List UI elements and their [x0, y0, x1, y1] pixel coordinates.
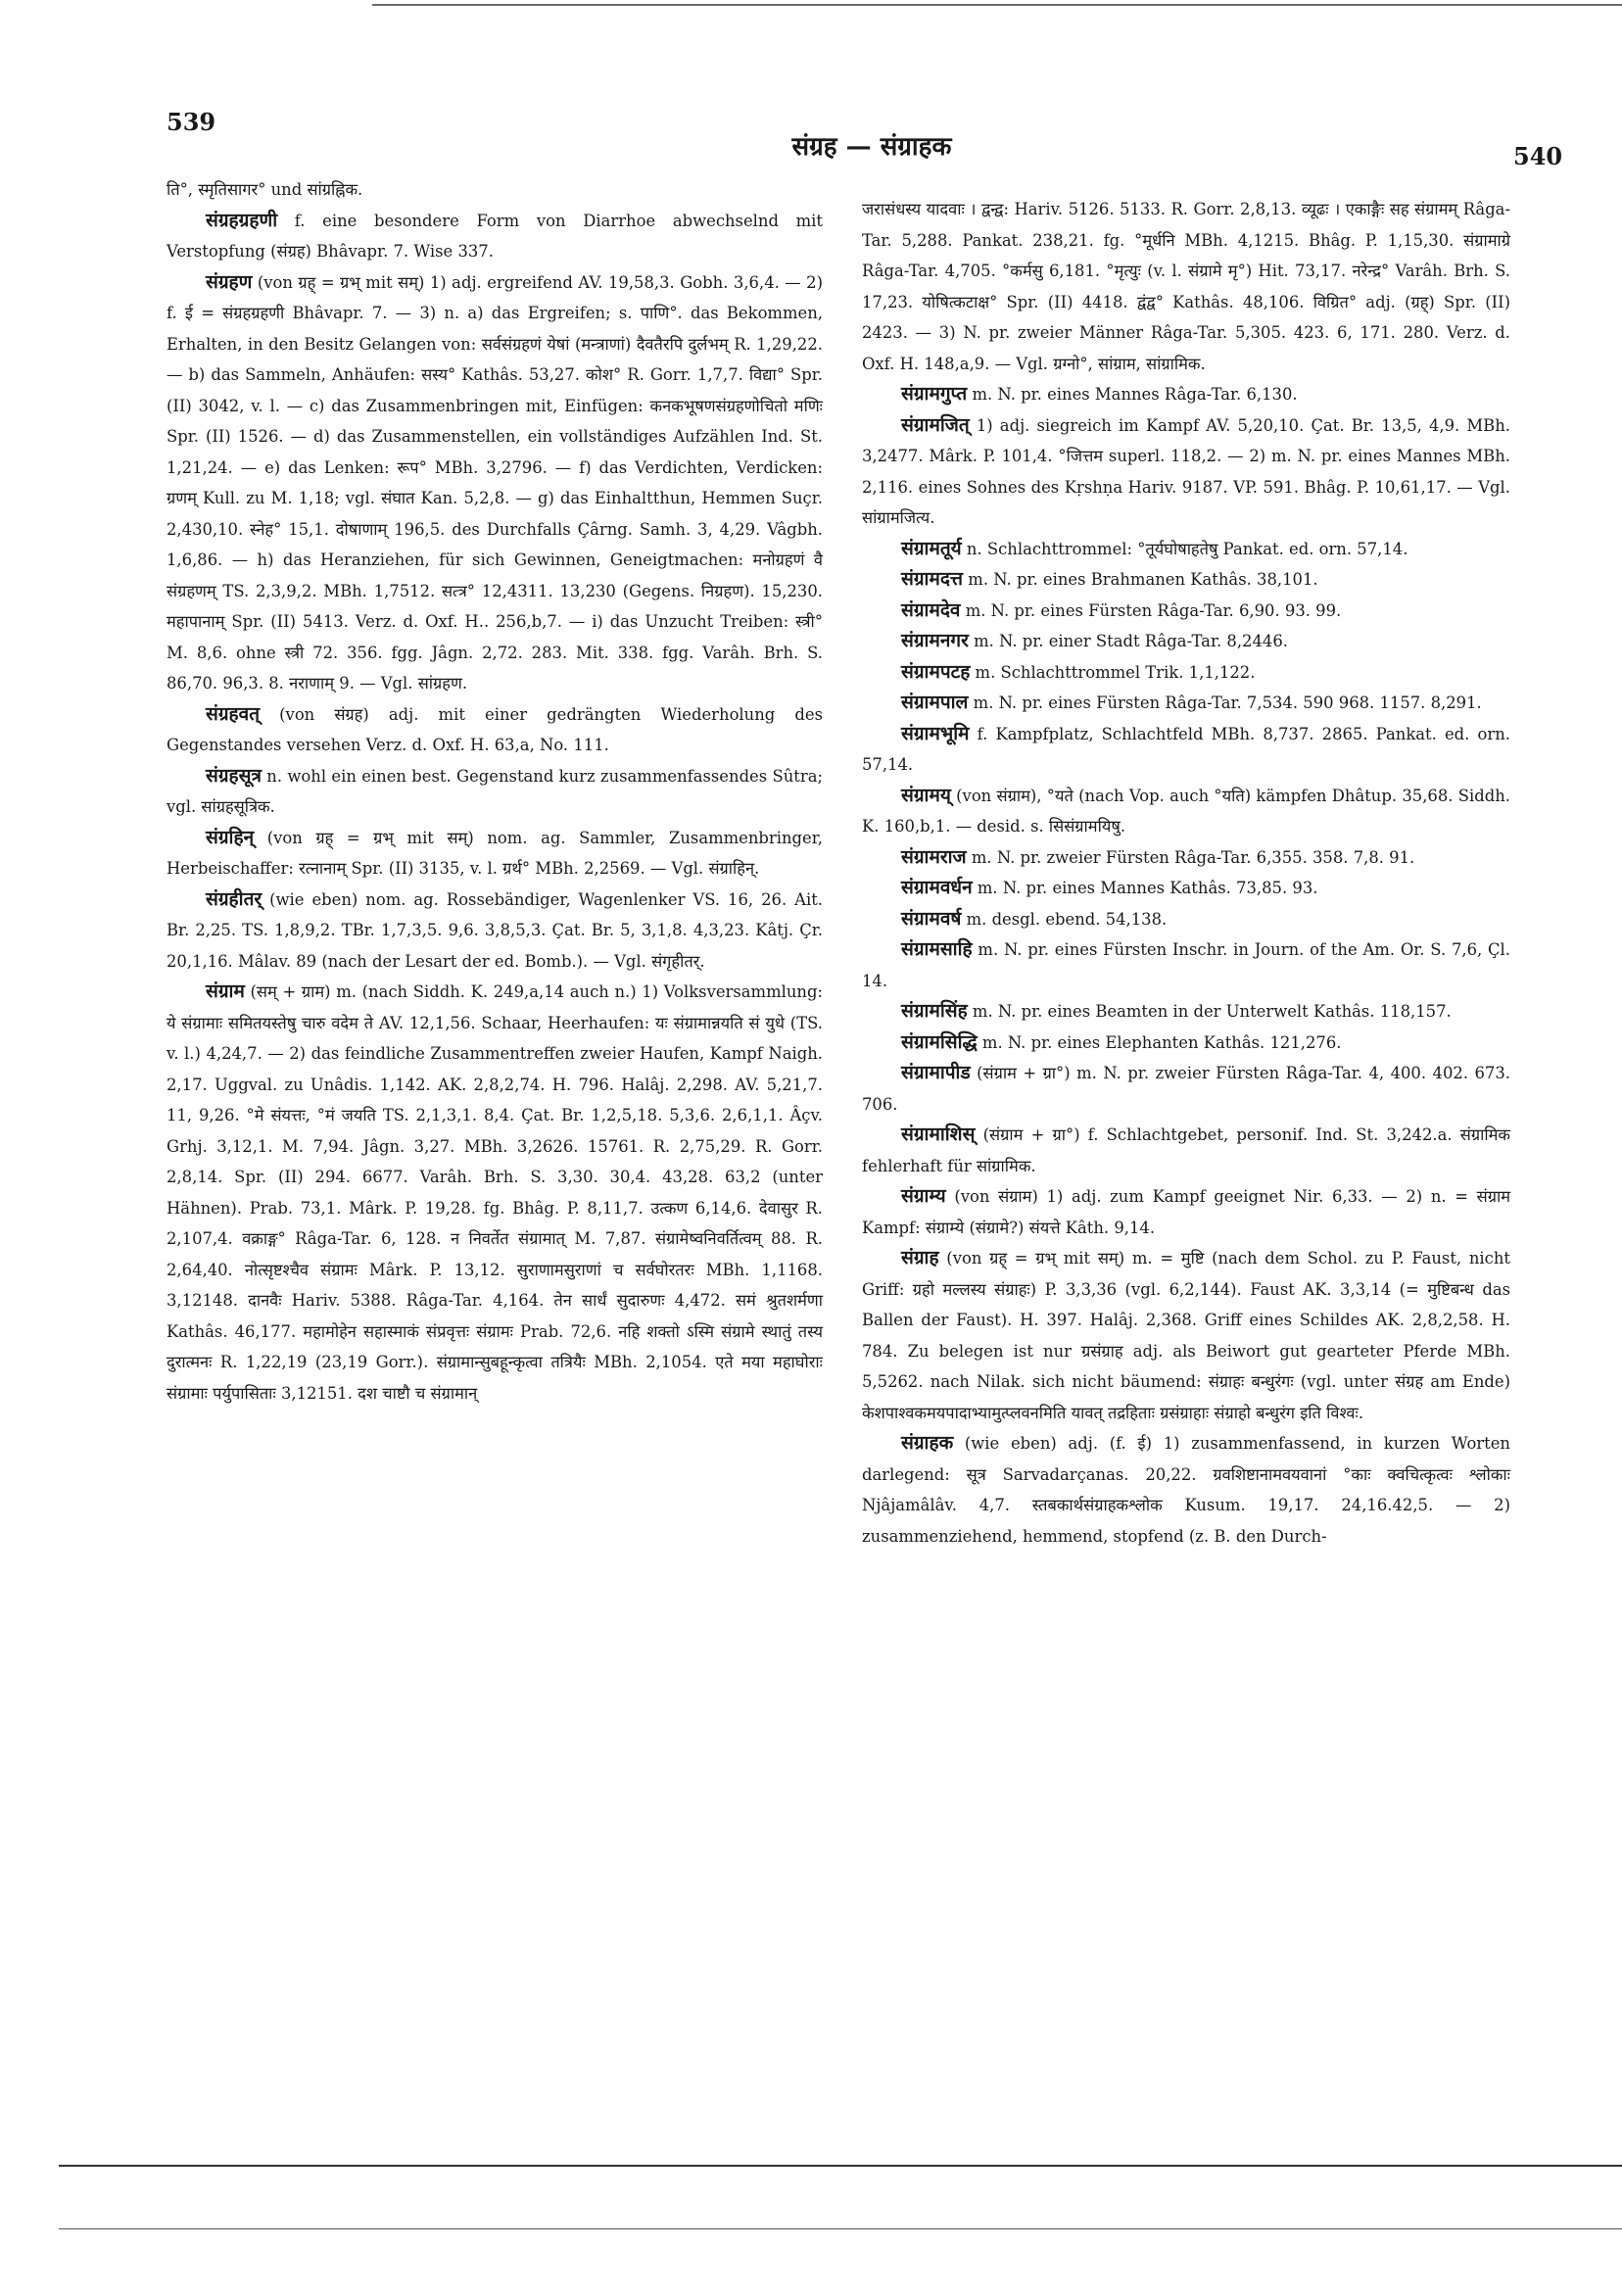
- dictionary-entry: [862, 564, 1510, 596]
- entry-text: f. eine besondere Form von Diarrhoe abwechselnd mit Verstopfung (संग्रह) Bhâvapr. 7. Wise 337.: [167, 211, 823, 261]
- entry-text: (wie eben) nom. ag. Rossebändiger, Wagenlenker VS. 16, 26. Ait. Br. 2,25. TS. 1,8,9,2. TBr. 1,7,3,5. 9,6. 3,8,5,3. Çat. Br. 5, 3,1,8. 4,3,23. Kâtj. Çr. 20,1,16. Mâlav. 89 (nach der Lesart der ed. Bomb.). — Vgl. संगृहीतर्.: [167, 889, 823, 971]
- entry-headword: संग्रामपटह: [901, 660, 971, 683]
- entry-text: (संग्राम + ग्रा°) m. N. pr. zweier Fürsten Râga-Tar. 4, 400. 402. 673. 706.: [862, 1064, 1510, 1114]
- dictionary-entry: [167, 699, 823, 761]
- dictionary-entry: [862, 1058, 1510, 1120]
- dictionary-entry: [862, 1120, 1510, 1181]
- entry-headword: संग्रहण: [206, 270, 253, 293]
- entry-text: f. Kampfplatz, Schlachtfeld MBh. 8,737. 2865. Pankat. ed. orn. 57,14.: [862, 724, 1510, 774]
- dictionary-entry: [862, 842, 1510, 874]
- entry-text: 1) adj. siegreich im Kampf AV. 5,20,10. Çat. Br. 13,5, 4,9. MBh. 3,2477. Mârk. P. 101,4. °जित्तम superl. 118,2. — 2) m. N. pr. eines Mannes MBh. 2,116. eines Sohnes des Kṛshṇa Hariv. 9187. VP. 591. Bhâg. P. 10,61,17. — Vgl. सांग्रामजित्य.: [862, 415, 1510, 527]
- entry-text: m. N. pr. eines Fürsten Inschr. in Journ. of the Am. Or. S. 7,6, Çl. 14.: [862, 940, 1510, 990]
- dictionary-entry: [862, 996, 1510, 1028]
- dictionary-entry: [167, 823, 823, 885]
- entry-headword: संग्रामराज: [901, 845, 967, 868]
- entry-text: (von ग्रह् = ग्रभ् mit सम्) m. = मुष्टि (nach dem Schol. zu P. Faust, nicht Griff: ग्रहो मल्लस्य संग्राहः) P. 3,3,36 (vgl. 6,2,144). Faust AK. 3,3,14 (= मुष्टिबन्ध das Ballen der Faust). H. 397. Halâj. 2,368. Griff eines Schildes AK. 2,8,2,58. H. 784. Zu belegen ist nur ग्रसंग्राह adj. als Beiwort gut gearteter Pferde MBh. 5,5262. nach Nilak. sich nicht bäumend: संग्राहः बन्धुरंगः (vgl. unter संग्रह am Ende) केशपाश्वकमयपादाभ्यामुत्प्लवनमिति यावत् तद्रहिताः ग्रसंग्राहाः संग्राहो बन्धुरंग इति विश्वः.: [862, 1249, 1510, 1422]
- continued-entry-text: ति°, स्मृतिसागर° und सांग्रह्निक.: [167, 180, 363, 199]
- entry-headword: संग्रहग्रहणी: [206, 209, 278, 231]
- dictionary-entry: [167, 885, 823, 978]
- dictionary-entry: [862, 1181, 1510, 1243]
- entry-headword: संग्रामदत्त: [901, 568, 964, 590]
- dictionary-entry: [862, 626, 1510, 657]
- entry-headword: संग्रामवर्ष: [901, 907, 962, 930]
- entry-headword: संग्रामतूर्य: [901, 537, 962, 559]
- entry-text: m. N. pr. eines Mannes Kathâs. 73,85. 93.: [972, 879, 1318, 897]
- entry-headword: संग्रहीतर्: [206, 887, 262, 910]
- dictionary-entry: [862, 688, 1510, 719]
- entry-headword: संग्राम: [206, 981, 245, 1002]
- dictionary-entry: [862, 719, 1510, 781]
- continued-entry-text: जरासंधस्य यादवाः । द्वन्द्व: Hariv. 5126. 5133. R. Gorr. 2,8,13. व्यूढः । एकाङ्गैः सह संग्रामम् Râga-Tar. 5,288. Pankat. 238,21. fg. °मूर्धनि MBh. 4,1215. Bhâg. P. 1,15,30. संग्रामाग्रे Râga-Tar. 4,705. °कर्मसु 6,181. °मृत्युः (v. l. संग्रामे मृ°) Hit. 73,17. नरेन्द्र° Varâh. Brh. S. 17,23. योषित्कटाक्ष° Spr. (II) 4418. द्वंद्व° Kathâs. 48,106. विग्रित° adj. (ग्रह्) Spr. (II) 2423. — 3) N. pr. zweier Männer Râga-Tar. 5,305. 423. 6, 171. 280. Verz. d. Oxf. H. 148,a,9. — Vgl. ग्रग्नो°, सांग्राम, सांग्रामिक.: [862, 200, 1510, 373]
- entry-text: m. desgl. ebend. 54,138.: [961, 909, 1168, 929]
- entry-headword: संग्रहसूत्र: [206, 764, 262, 787]
- entry-headword: संग्रामसिंह: [901, 1000, 968, 1022]
- running-title: संग्रह — संग्राहक: [791, 132, 952, 162]
- dictionary-entry: [862, 596, 1510, 627]
- entry-headword: संग्रामदेव: [901, 598, 961, 621]
- right-column: [862, 194, 1510, 1552]
- dictionary-entry: [862, 379, 1510, 410]
- dictionary-entry: [167, 206, 823, 267]
- entry-headword: संग्रामगुप्त: [901, 383, 968, 405]
- entry-text: (von संग्राम) 1) adj. zum Kampf geeignet Nir. 6,33. — 2) n. = संग्राम Kampf: संग्राम्ये (संग्रामे?) संयत्ते Kâth. 9,14.: [862, 1187, 1510, 1237]
- entry-headword: संग्रहिन्: [206, 826, 255, 848]
- dictionary-entry: [862, 410, 1510, 534]
- left-column: [167, 174, 823, 1409]
- top-rule: [372, 4, 1622, 6]
- entry-headword: संग्रामपाल: [901, 692, 969, 713]
- entry-headword: संग्रामसिद्धि: [901, 1030, 978, 1053]
- entry-text: (von ग्रह् = ग्रभ् mit सम्) nom. ag. Sammler, Zusammenbringer, Herbeischaffer: रत्नानाम् Spr. (II) 3135, v. l. ग्रर्थ° MBh. 2,2569. — Vgl. संग्राहिन्.: [167, 828, 823, 878]
- entry-text: (von संग्रह) adj. mit einer gedrängten Wiederholung des Gegenstandes versehen Verz. d. Oxf. H. 63,a, No. 111.: [167, 704, 823, 754]
- entry-text: n. Schlachttrommel: °तूर्यघोषाहतेषु Pankat. ed. orn. 57,14.: [961, 539, 1408, 558]
- entry-text: (wie eben) adj. (f. ई) 1) zusammenfassend, in kurzen Worten darlegend: सूत्र Sarvadarçanas. 20,22. ग्रवशिष्टानामवयवानां °काः क्वचित्कृत्वः श्लोकाः Njâjamâlâv. 4,7. स्तबकार्थसंग्राहकश्लोक Kusum. 19,17. 24,16.42,5. — 2) zusammenziehend, hemmend, stopfend (z. B. den Durch-: [862, 1434, 1510, 1546]
- entry-headword: संग्रामाशिस्: [901, 1124, 976, 1145]
- entry-headword: संग्रामभूमि: [901, 722, 970, 744]
- entry-text: m. N. pr. eines Fürsten Râga-Tar. 7,534. 590 968. 1157. 8,291.: [968, 694, 1482, 712]
- entry-headword: संग्रामनगर: [901, 630, 969, 651]
- dictionary-entry: [862, 873, 1510, 904]
- dictionary-entry: [862, 657, 1510, 689]
- entry-text: m. N. pr. zweier Fürsten Râga-Tar. 6,355. 358. 7,8. 91.: [966, 847, 1415, 867]
- entry-headword: संग्रामसाहि: [901, 938, 973, 960]
- right-page-number: 540: [1513, 142, 1563, 170]
- bottom-rule-lower: [59, 2228, 1622, 2229]
- entry-text: (von ग्रह् = ग्रभ् mit सम्) 1) adj. ergreifend AV. 19,58,3. Gobh. 3,6,4. — 2) f. ई = संग्रहग्रहणी Bhâvapr. 7. — 3) n. a) das Ergreifen; s. पाणि°. das Bekommen, Erhalten, in den Besitz Gelangen von: सर्वसंग्रहणं येषां (मन्त्राणां) दैवतैरपि दुर्लभम् R. 1,29,22. — b) das Sammeln, Anhäufen: सस्य° Kathâs. 53,27. कोश° R. Gorr. 1,7,7. विद्या° Spr. (II) 3042, v. l. — c) das Zusammenbringen mit, Einfügen: कनकभूषणसंग्रहणोचितो मणिः Spr. (II) 1526. — d) das Zusammenstellen, ein vollständiges Aufzählen Ind. St. 1,21,24. — e) das Lenken: रूप° MBh. 3,2796. — f) das Verdichten, Verdicken: ग्रणम् Kull. zu M. 1,18; vgl. संघात Kan. 5,2,8. — g) das Einhaltthun, Hemmen Suçr. 2,430,10. स्नेह° 15,1. दोषाणाम् 196,5. des Durchfalls Çârng. Samh. 3, 4,29. Vâgbh. 1,6,86. — h) das Heranziehen, für sich Gewinnen, Geneigtmachen: मनोग्रहणं वै संग्रहणम् TS. 2,3,9,2. MBh. 1,7512. सत्त्र° 12,4311. 13,230 (Gegens. निग्रहण). 15,230. महापानाम् Spr. (II) 5413. Verz. d. Oxf. H.. 256,b,7. — i) das Unzucht Treiben: स्त्री° M. 8,6. ohne स्त्री 72. 356. fgg. Jâgn. 2,72. 283. Mit. 338. fgg. Varâh. Brh. S. 86,70. 96,3. 8. नराणाम् 9. — Vgl. सांग्रहण.: [167, 272, 823, 693]
- entry-text: m. N. pr. eines Beamten in der Unterwelt Kathâs. 118,157.: [967, 1002, 1452, 1021]
- entry-headword: संग्राहक: [901, 1432, 954, 1454]
- dictionary-entry: [862, 1028, 1510, 1059]
- entry-headword: संग्रहवत्: [206, 702, 261, 725]
- entry-text: m. N. pr. eines Mannes Râga-Tar. 6,130.: [967, 385, 1298, 404]
- entry-text: m. N. pr. eines Fürsten Râga-Tar. 6,90. 93. 99.: [960, 600, 1342, 620]
- dictionary-entry: [862, 934, 1510, 996]
- entry-text: m. N. pr. eines Elephanten Kathâs. 121,276.: [977, 1032, 1342, 1052]
- dictionary-entry: [167, 977, 823, 1409]
- dictionary-entry: [862, 1243, 1510, 1428]
- entry-text: m. N. pr. eines Brahmanen Kathâs. 38,101.: [963, 570, 1318, 589]
- entry-text: m. Schlachttrommel Trik. 1,1,122.: [970, 662, 1256, 682]
- dictionary-entry: [862, 904, 1510, 935]
- dictionary-entry: [167, 761, 823, 823]
- entry-headword: संग्रामवर्धन: [901, 877, 973, 898]
- entry-headword: संग्राह: [901, 1247, 939, 1268]
- entry-headword: संग्राम्य: [901, 1185, 946, 1207]
- entry-text: n. wohl ein einen best. Gegenstand kurz zusammenfassendes Sûtra; vgl. सांग्रहसूत्रिक.: [167, 766, 823, 816]
- dictionary-entry: [862, 1428, 1510, 1552]
- entry-headword: संग्रामजित्: [901, 413, 970, 436]
- bottom-rule: [59, 2165, 1622, 2167]
- entry-text: (सम् + ग्राम) m. (nach Siddh. K. 249,a,14 auch n.) 1) Volksversammlung: ये संग्रामाः समितयस्तेषु चारु वदेम ते AV. 12,1,56. Schaar, Heerhaufen: यः संग्रामान्नयति सं युधे (TS. v. l.) 4,24,7. — 2) das feindliche Zusammentreffen zweier Haufen, Kampf Naigh. 2,17. Uggval. zu Unâdis. 1,142. AK. 2,8,2,74. H. 796. Halâj. 2,298. AV. 5,21,7. 11, 9,26. °मे संयत्तः, °मं जयति TS. 2,1,3,1. 8,4. Çat. Br. 1,2,5,18. 5,3,6. 2,6,1,1. Âçv. Grhj. 3,12,1. M. 7,94. Jâgn. 3,27. MBh. 3,2626. 15761. R. 2,75,29. R. Gorr. 2,8,14. Spr. (II) 294. 6677. Varâh. Brh. S. 3,30. 30,4. 43,28. 63,2 (unter Hähnen). Prab. 73,1. Mârk. P. 19,28. fg. Bhâg. P. 8,11,7. उत्कण 6,14,6. देवासुर R. 2,107,4. वक्राङ्ग° Râga-Tar. 6, 128. न निवर्तेत संग्रामात् M. 7,87. संग्रामेष्वनिवर्तित्वम् 88. R. 2,64,40. नोत्सृष्टश्चैव संग्रामः Mârk. P. 13,12. सुराणामसुराणां च सर्वघोरतरः MBh. 1,1168. 3,12148. दानवैः Hariv. 5388. Râga-Tar. 4,164. तेन सार्धं सुदारुणः 4,472. समं श्रुतशर्मणा Kathâs. 46,177. महामोहेन सहास्माकं संप्रवृत्तः संग्रामः Prab. 72,6. नहि शक्तो ऽस्मि संग्रामे स्थातुं तस्य दुरात्मनः R. 1,22,19 (23,19 Gorr.). संग्रामान्सुबहून्कृत्वा तत्रियैः MBh. 2,1054. एते मया महाघोराः संग्रामाः पर्युपासिताः 3,12151. दश चाष्टौ च संग्रामान्: [167, 982, 823, 1403]
- entry-headword: संग्रामय्: [901, 784, 951, 806]
- dictionary-entry: [862, 534, 1510, 565]
- dictionary-entry: [167, 267, 823, 699]
- entry-headword: संग्रामापीड: [901, 1062, 971, 1083]
- left-page-number: 539: [167, 108, 216, 136]
- dictionary-entry: [862, 781, 1510, 842]
- entry-text: (von संग्राम), °यते (nach Vop. auch °यति) kämpfen Dhâtup. 35,68. Siddh. K. 160,b,1. — desid. s. सिसंग्रामयिषु.: [862, 786, 1510, 836]
- entry-text: (संग्राम + ग्रा°) f. Schlachtgebet, personif. Ind. St. 3,242.a. संग्रामिक fehlerhaft für सांग्रामिक.: [862, 1125, 1510, 1175]
- entry-text: m. N. pr. einer Stadt Râga-Tar. 8,2446.: [968, 632, 1288, 650]
